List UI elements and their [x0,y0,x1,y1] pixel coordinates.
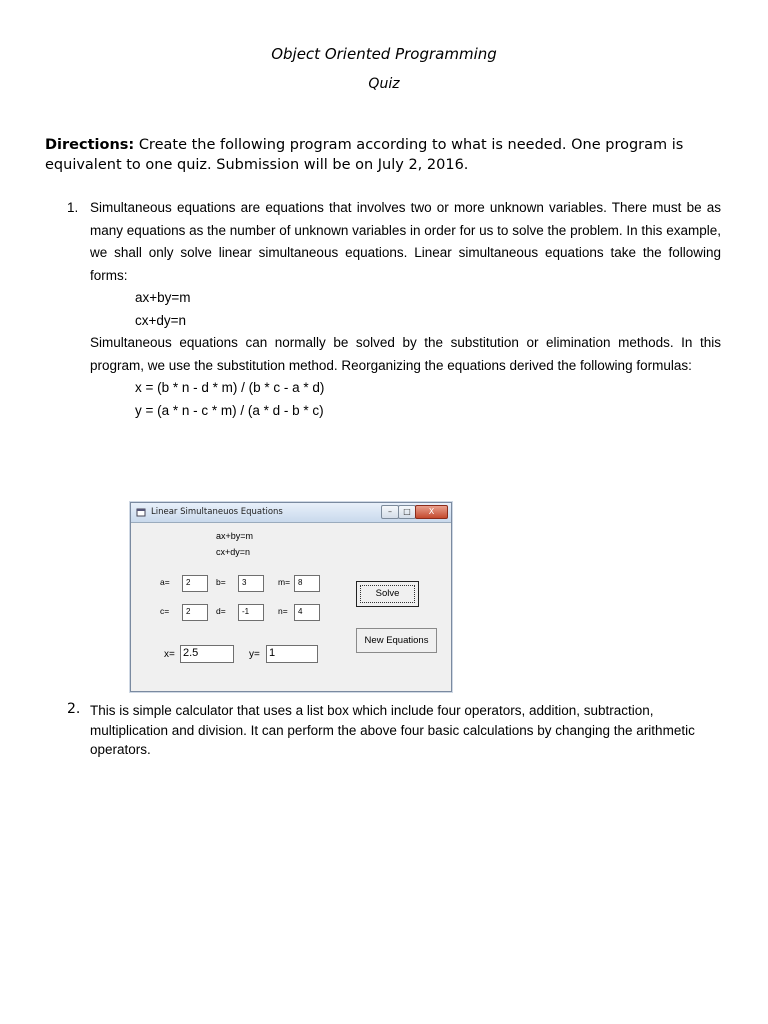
label-b: b= [216,577,226,587]
minimize-button[interactable]: – [381,505,399,519]
question-1-intro: Simultaneous equations are equations that involves two or more unknown variables. There must be as many equations as the number of unknown variables in order for us to solve the problem. In this example, we shall only solve linear simultaneous equations. Linear simultaneous equations take the following forms: [90,200,721,283]
input-c[interactable]: 2 [182,604,208,621]
formula-x: x = (b * n - d * m) / (b * c - a * d) [135,380,325,395]
input-m[interactable]: 8 [294,575,320,592]
question-2-text: This is simple calculator that uses a list box which include four operators, addition, subtraction, multiplication and division. It can perform the above four basic calculations by changing the arithmetic operators. [90,703,695,757]
maximize-button[interactable]: □ [398,505,416,519]
label-x: x= [164,649,175,660]
directions-paragraph [45,135,725,175]
input-b[interactable]: 3 [238,575,264,592]
document-subtitle: Quiz [368,76,400,92]
program-window-screenshot [130,502,452,692]
label-a: a= [160,577,170,587]
question-1-middle: Simultaneous equations can normally be solved by the substitution or elimination methods. In this program, we use the substitution method. Reorganizing the equations derived the following formulas: [90,335,721,373]
directions-text: Create the following program according to what is needed. One program is equivalent to one quiz. Submission will be on July 2, 2016. [45,137,684,173]
equation-form-2: cx+dy=n [135,312,187,328]
close-button[interactable]: X [415,505,448,519]
input-d[interactable]: -1 [238,604,264,621]
window-title: Linear Simultaneuos Equations [151,507,283,517]
directions-label: Directions: [45,137,135,153]
equation-form-1: ax+by=m [135,290,191,305]
label-n: n= [278,606,288,616]
question-2-number: 2. [67,701,81,717]
solve-button[interactable] [356,581,419,607]
window-titlebar [131,503,451,523]
input-a[interactable]: 2 [182,575,208,592]
result-x[interactable]: 2.5 [180,645,234,663]
window-equation-2: cx+dy=n [216,547,251,557]
app-icon [136,507,146,517]
document-title: Object Oriented Programming [271,45,497,63]
window-equation-1: ax+by=m [216,531,254,541]
formula-y: y = (a * n - c * m) / (a * d - b * c) [135,402,324,418]
new-equations-button[interactable]: New Equations [356,628,437,653]
question-1-body [90,197,721,422]
result-y[interactable]: 1 [266,645,318,663]
input-n[interactable]: 4 [294,604,320,621]
label-m: m= [278,577,291,587]
label-d: d= [216,606,226,616]
question-1-number: 1. [67,200,79,215]
solve-button-label: Solve [360,585,415,603]
label-c: c= [160,606,170,616]
label-y: y= [249,649,260,660]
